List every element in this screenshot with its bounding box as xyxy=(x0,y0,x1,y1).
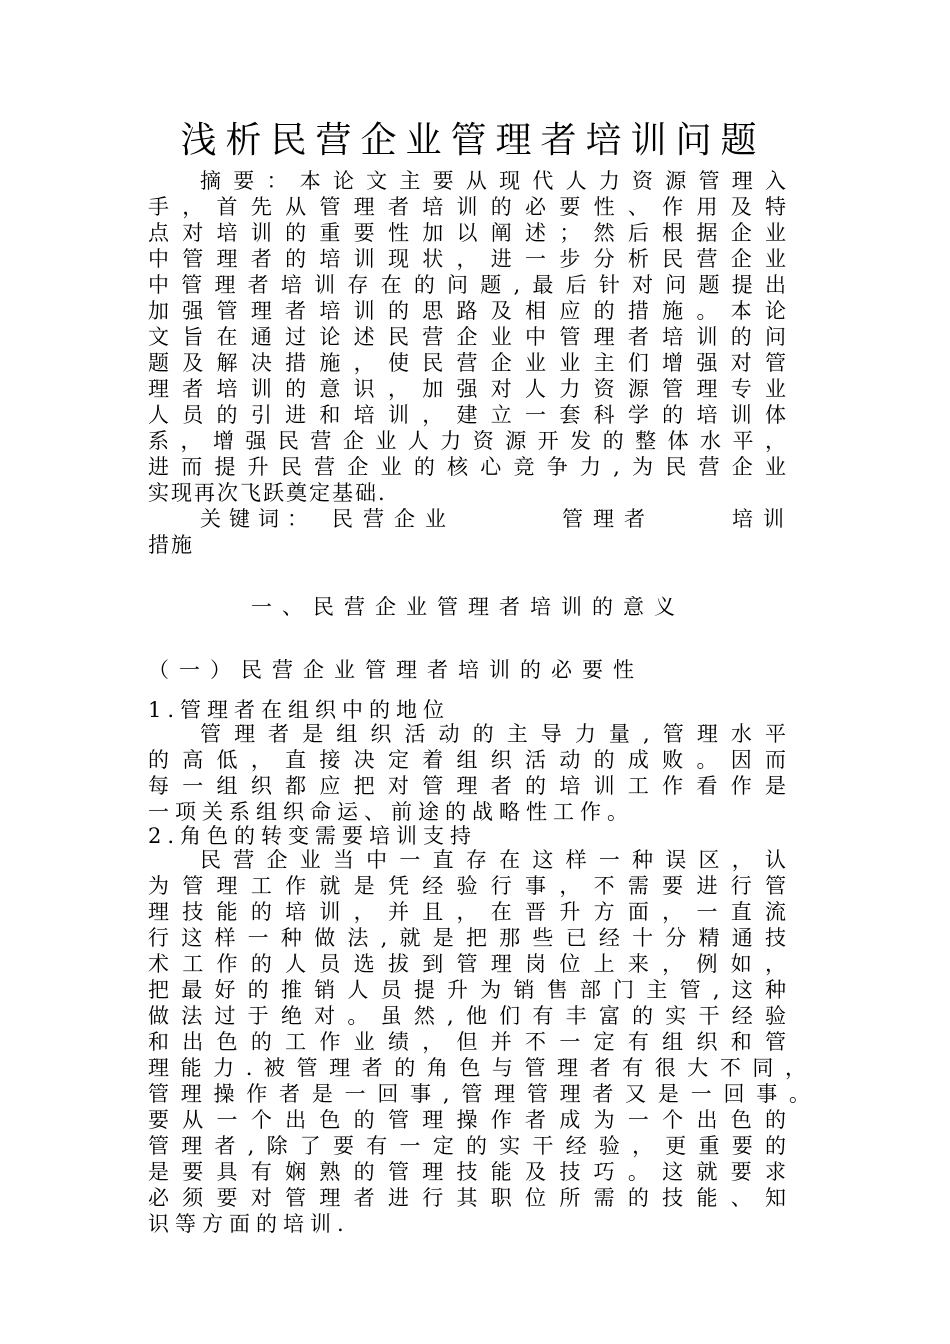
paragraph-line: 为管理工作就是凭经验行事，不需要进行管 xyxy=(148,874,788,898)
paragraph-line: 的高低，直接决定着组织活动的成败。因而 xyxy=(148,748,788,772)
item-heading: 2.角色的转变需要培训支持 xyxy=(148,824,478,848)
paragraph-line: 必须要对管理者进行其职位所需的技能、知 xyxy=(148,1186,788,1210)
paragraph-line: 做法过于绝对。虽然,他们有丰富的实干经验 xyxy=(148,1004,788,1028)
paragraph-line: 管理者是组织活动的主导力量,管理水平 xyxy=(200,722,788,746)
abstract-line: 摘要：本论文主要从现代人力资源管理入 xyxy=(200,169,788,193)
keyword: 措施 xyxy=(148,533,194,557)
paragraph-line: 术工作的人员选拔到管理岗位上来，例如， xyxy=(148,952,788,976)
abstract-line: 中管理者培训存在的问题,最后针对问题提出 xyxy=(148,273,788,297)
subsection-heading: （一）民营企业管理者培训的必要性 xyxy=(148,658,644,682)
abstract-line: 手，首先从管理者培训的必要性、作用及特 xyxy=(148,195,788,219)
document-title: 浅析民营企业管理者培训问题 xyxy=(180,120,766,161)
keyword: 培训 xyxy=(732,507,794,531)
paragraph-line: 识等方面的培训. xyxy=(148,1212,350,1236)
paragraph-line: 理技能的培训，并且，在晋升方面，一直流 xyxy=(148,900,788,924)
abstract-line: 加强管理者培训的思路及相应的措施。本论 xyxy=(148,299,788,323)
abstract-line: 文旨在通过论述民营企业中管理者培训的问 xyxy=(148,325,788,349)
paragraph-line: 民营企业当中一直存在这样一种误区，认 xyxy=(200,848,788,872)
keywords-label: 关键词： xyxy=(200,507,316,531)
abstract-line: 理者培训的意识，加强对人力资源管理专业 xyxy=(148,377,788,401)
paragraph-line: 一项关系组织命运、前途的战略性工作。 xyxy=(148,800,634,824)
paragraph-line: 管理操作者是一回事,管理管理者又是一回事。 xyxy=(148,1082,812,1106)
keyword: 民营企业 xyxy=(332,507,456,531)
paragraph-line: 每一组织都应把对管理者的培训工作看作是 xyxy=(148,774,788,798)
paragraph-line: 行这样一种做法,就是把那些已经十分精通技 xyxy=(148,926,788,950)
abstract-line: 系，增强民营企业人力资源开发的整体水平， xyxy=(148,429,788,453)
section-heading: 一、民营企业管理者培训的意义 xyxy=(251,595,685,619)
paragraph-line: 要从一个出色的管理操作者成为一个出色的 xyxy=(148,1108,788,1132)
paragraph-line: 把最好的推销人员提升为销售部门主管,这种 xyxy=(148,978,788,1002)
abstract-line: 实现再次飞跃奠定基础. xyxy=(148,481,387,505)
abstract-line: 进而提升民营企业的核心竞争力,为民营企业 xyxy=(148,455,788,479)
paragraph-line: 管理者,除了要有一定的实干经验，更重要的 xyxy=(148,1134,788,1158)
paragraph-line: 理能力.被管理者的角色与管理者有很大不同， xyxy=(148,1056,808,1080)
abstract-line: 人员的引进和培训，建立一套科学的培训体 xyxy=(148,403,788,427)
abstract-line: 题及解决措施，使民营企业业主们增强对管 xyxy=(148,351,788,375)
paragraph-line: 和出色的工作业绩，但并不一定有组织和管 xyxy=(148,1030,788,1054)
item-heading: 1.管理者在组织中的地位 xyxy=(148,698,451,722)
abstract-line: 点对培训的重要性加以阐述；然后根据企业 xyxy=(148,221,788,245)
keyword: 管理者 xyxy=(562,507,655,531)
abstract-line: 中管理者的培训现状，进一步分析民营企业 xyxy=(148,247,788,271)
paragraph-line: 是要具有娴熟的管理技能及技巧。这就要求 xyxy=(148,1160,788,1184)
